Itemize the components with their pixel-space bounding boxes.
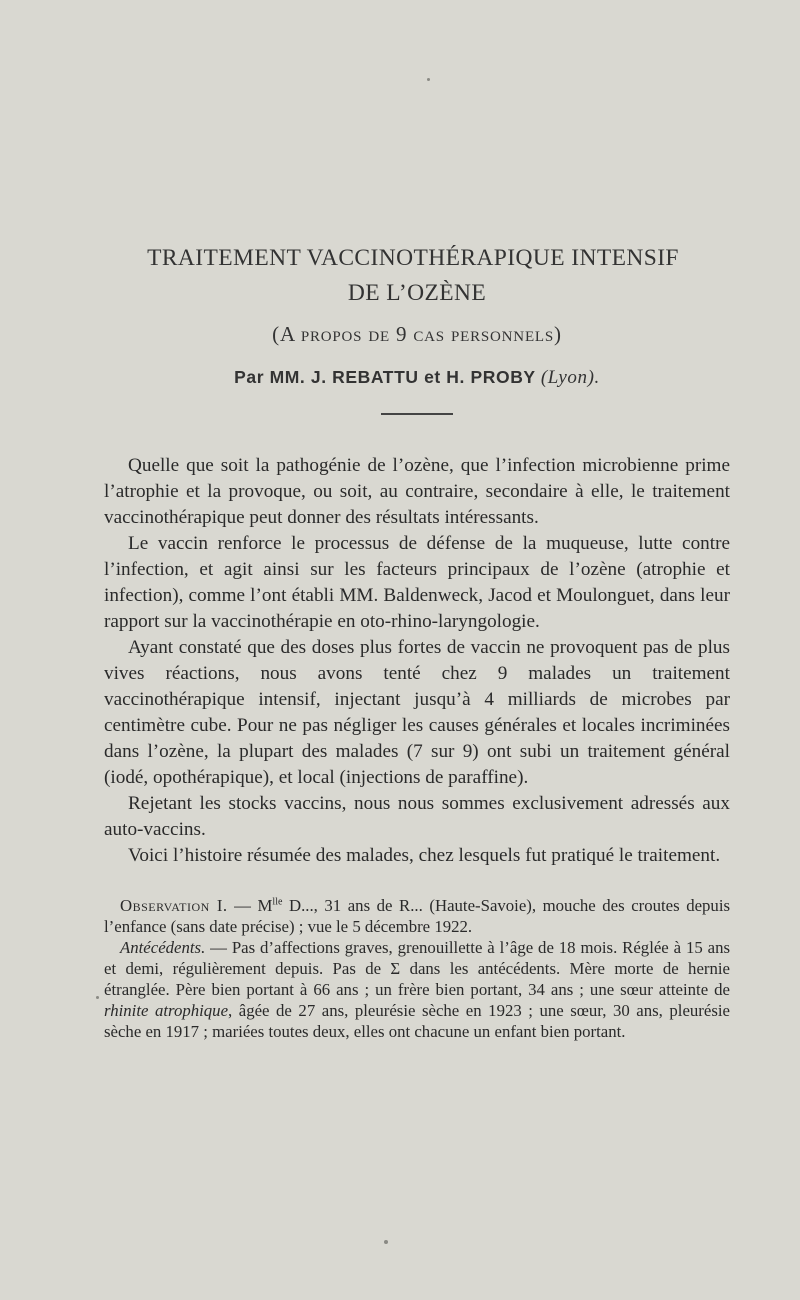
author-prefix: Par MM. — [234, 367, 306, 387]
paper-speck — [384, 1240, 388, 1244]
author-line — [104, 364, 730, 391]
antecedents-label: Antécédents. — [120, 938, 206, 957]
author-city: (Lyon). — [540, 367, 600, 388]
observation-intro-text: D..., 31 ans de R... (Haute-Savoie), mouche des croutes depuis l’enfance (sans date précise) ; vue le 5 décembre 1922. — [104, 896, 731, 936]
observation-antecedents — [104, 937, 730, 1042]
article-header — [104, 242, 730, 415]
observation-section — [104, 895, 730, 1042]
antecedents-text-b: , âgée de 27 ans, pleurésie sèche en 1923 ; une sœur, 30 ans, pleurésie sèche en 1917 ; mariées toutes deux, elles ont chacune un enfant bien portant. — [104, 1001, 730, 1041]
paragraph: Quelle que soit la pathogénie de l’ozène, que l’infection microbienne prime l’atrophie et la provoque, ou soit, au contraire, secondaire à elle, le traitement vaccinothérapique peut donner des résultats intéressants. — [104, 455, 730, 528]
author-names: J. REBATTU et H. PROBY — [310, 367, 536, 387]
article-subtitle: (A propos de 9 cas personnels) — [272, 322, 562, 346]
paper-speck — [96, 996, 99, 999]
title-divider — [381, 413, 453, 415]
paper-speck — [427, 78, 430, 81]
observation-intro — [104, 895, 730, 937]
paragraph: Rejetant les stocks vaccins, nous nous sommes exclusivement adressés aux auto-vaccins. — [104, 793, 730, 840]
observation-sup: lle — [272, 896, 283, 908]
paragraph: Voici l’histoire résumée des malades, chez lesquels fut pratiqué le traitement. — [128, 845, 721, 866]
paragraph: Ayant constaté que des doses plus fortes de vaccin ne provoquent pas de plus vives réactions, nous avons tenté chez 9 malades un traitement vaccinothérapique intensif, injectant jusqu’à 4 milliards de microbes par centimètre cube. Pour ne pas négliger les causes générales et locales incriminées dans l’ozène, la plupart des malades (7 sur 9) ont subi un traitement général (iodé, opothérapique), et local (injections de paraffine). — [104, 637, 730, 788]
observation-dash: — M — [227, 896, 273, 915]
article-body — [104, 453, 730, 869]
antecedents-text-a: — Pas d’affections graves, grenouillette à l’âge de 18 mois. Réglée à 15 ans et demi, régulièrement depuis. Pas de Σ dans les antécédents. Mère morte de hernie étranglée. Père bien portant à 66 ans ; un frère bien portant, 34 ans ; une sœur atteinte de — [104, 938, 730, 999]
article-title-line-2: DE L’OZÈNE — [347, 280, 487, 306]
observation-label: Observation I. — [120, 896, 228, 915]
paragraph: Le vaccin renforce le processus de défense de la muqueuse, lutte contre l’infection, et agit ainsi sur les facteurs principaux de l’ozène (atrophie et infection), comme l’ont établi MM. Baldenweck, Jacod et Moulonguet, dans leur rapport sur la vaccinothérapie en oto-rhino-laryngologie. — [104, 533, 730, 632]
article-title-line-1: TRAITEMENT VACCINOTHÉRAPIQUE INTENSIF — [147, 245, 679, 271]
rhinite-atrophique-term: rhinite atrophique — [104, 1001, 229, 1020]
